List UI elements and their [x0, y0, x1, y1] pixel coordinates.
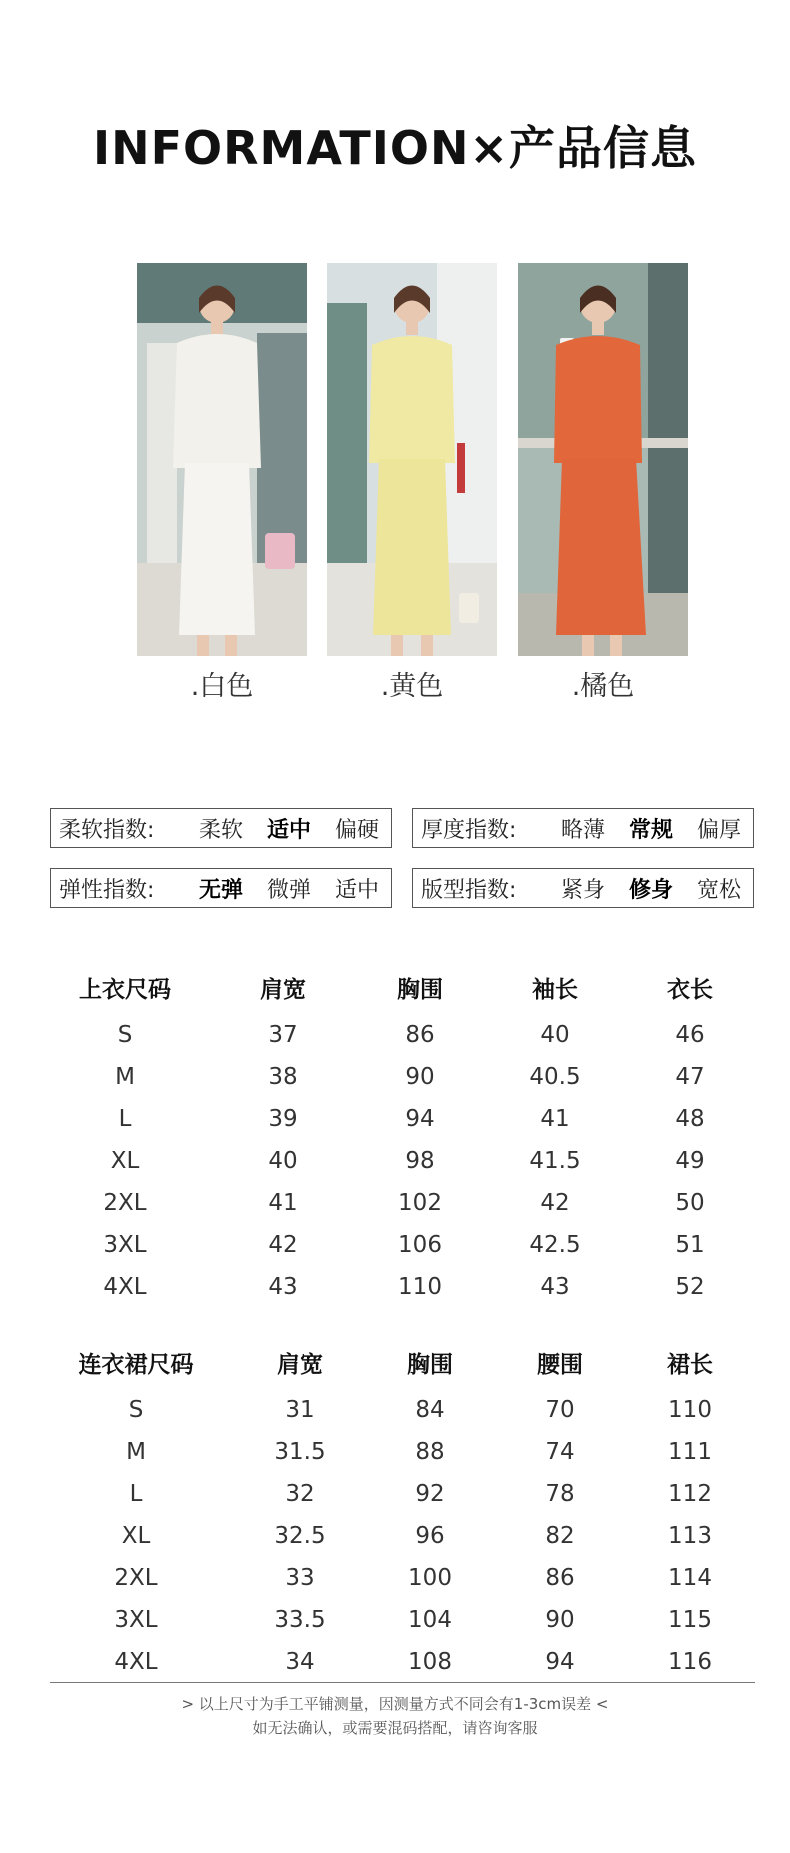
table-row: [0, 1267, 790, 1307]
table-row: [0, 1225, 790, 1265]
index-option: 偏硬: [334, 817, 379, 843]
table-cell: 32.5: [274, 1523, 326, 1549]
table-cell: 52: [675, 1274, 705, 1300]
table-row: [0, 1516, 790, 1556]
divider: [50, 1682, 755, 1683]
table-header-cell: 胸围: [397, 977, 443, 1003]
table-cell: S: [128, 1397, 144, 1423]
table-row: [0, 1390, 790, 1430]
index-option: 略薄: [560, 817, 605, 843]
table-header-cell: 肩宽: [277, 1352, 323, 1378]
table-header-row: [0, 970, 790, 1010]
table-cell: 38: [268, 1064, 298, 1090]
product-photo-orange: [518, 263, 688, 656]
table-cell: 33.5: [274, 1607, 326, 1633]
table-row: [0, 1057, 790, 1097]
model-orange-illustration: [518, 263, 688, 656]
index-option: 微弹: [266, 877, 311, 903]
table-row: [0, 1474, 790, 1514]
table-cell: 88: [415, 1439, 445, 1465]
table-cell: 33: [285, 1565, 315, 1591]
table-header-cell: 袖长: [532, 977, 578, 1003]
table-cell: 96: [415, 1523, 445, 1549]
table-cell: 43: [540, 1274, 570, 1300]
table-cell: 42: [540, 1190, 570, 1216]
table-cell: 100: [408, 1565, 452, 1591]
page-title: INFORMATION×产品信息: [92, 121, 697, 175]
index-option: 偏厚: [696, 817, 741, 843]
index-option-selected: 常规: [628, 817, 673, 843]
table-row: [0, 1642, 790, 1682]
index-label: 柔软指数:: [59, 817, 155, 843]
table-cell: 42.5: [529, 1232, 581, 1258]
table-cell: 32: [285, 1481, 315, 1507]
table-cell: 40: [540, 1022, 570, 1048]
table-header-cell: 肩宽: [260, 977, 306, 1003]
table-cell: 41: [268, 1190, 298, 1216]
table-header-cell: 连衣裙尺码: [78, 1352, 194, 1378]
table-cell: 70: [545, 1397, 575, 1423]
table-cell: 42: [268, 1232, 298, 1258]
colorway-caption-orange: .橘色: [571, 671, 635, 702]
table-cell: 51: [675, 1232, 705, 1258]
table-cell: 106: [398, 1232, 442, 1258]
table-cell: 92: [415, 1481, 445, 1507]
table-cell: M: [115, 1064, 135, 1090]
table-cell: 94: [405, 1106, 435, 1132]
product-photo-white: [137, 263, 307, 656]
table-cell: 41: [540, 1106, 570, 1132]
index-option: 宽松: [696, 877, 741, 903]
table-cell: 47: [675, 1064, 705, 1090]
index-option: 适中: [334, 877, 379, 903]
table-row: [0, 1600, 790, 1640]
table-row: [0, 1099, 790, 1139]
index-option: 紧身: [560, 877, 605, 903]
table-row: [0, 1558, 790, 1598]
table-row: [0, 1432, 790, 1472]
table-cell: S: [117, 1022, 133, 1048]
table-cell: 90: [545, 1607, 575, 1633]
table-header-cell: 腰围: [537, 1352, 583, 1378]
table-cell: 94: [545, 1649, 575, 1675]
table-cell: 111: [668, 1439, 712, 1465]
table-cell: L: [129, 1481, 143, 1507]
table-cell: 40.5: [529, 1064, 581, 1090]
index-label: 版型指数:: [421, 877, 517, 903]
table-row: [0, 1183, 790, 1223]
table-cell: 4XL: [103, 1274, 147, 1300]
footnote-measurement: > 以上尺寸为手工平铺测量，因测量方式不同会有1-3cm误差 <: [181, 1695, 609, 1713]
table-cell: 116: [668, 1649, 712, 1675]
table-cell: 98: [405, 1148, 435, 1174]
table-cell: 31: [285, 1397, 315, 1423]
table-cell: 102: [398, 1190, 442, 1216]
table-cell: 34: [285, 1649, 315, 1675]
table-cell: 112: [668, 1481, 712, 1507]
index-option-selected: 适中: [266, 817, 311, 843]
table-cell: 43: [268, 1274, 298, 1300]
table-cell: XL: [121, 1523, 151, 1549]
table-row: [0, 1015, 790, 1055]
colorway-caption-white: .白色: [190, 671, 254, 702]
table-cell: 46: [675, 1022, 705, 1048]
thickness-index: [412, 808, 754, 848]
index-option: 柔软: [198, 817, 243, 843]
colorway-caption-yellow: .黄色: [380, 671, 444, 702]
table-cell: M: [126, 1439, 146, 1465]
table-cell: 2XL: [114, 1565, 158, 1591]
table-header-cell: 衣长: [667, 977, 713, 1003]
table-header-cell: 上衣尺码: [79, 977, 171, 1003]
table-cell: 41.5: [529, 1148, 581, 1174]
footnote-contact: 如无法确认，或需要混码搭配，请咨询客服: [252, 1719, 538, 1737]
index-option-selected: 修身: [628, 877, 673, 903]
table-cell: 104: [408, 1607, 452, 1633]
table-cell: 114: [668, 1565, 712, 1591]
table-cell: 74: [545, 1439, 575, 1465]
table-cell: 90: [405, 1064, 435, 1090]
table-cell: 110: [668, 1397, 712, 1423]
table-header-row: [0, 1345, 790, 1385]
product-photo-yellow: [327, 263, 497, 656]
table-header-cell: 胸围: [407, 1352, 453, 1378]
table-cell: 39: [268, 1106, 298, 1132]
table-cell: 4XL: [114, 1649, 158, 1675]
table-cell: 113: [668, 1523, 712, 1549]
table-cell: 86: [405, 1022, 435, 1048]
table-cell: 50: [675, 1190, 705, 1216]
table-cell: 108: [408, 1649, 452, 1675]
index-label: 厚度指数:: [421, 817, 517, 843]
table-cell: 84: [415, 1397, 445, 1423]
index-option-selected: 无弹: [198, 877, 243, 903]
table-cell: 78: [545, 1481, 575, 1507]
table-cell: 48: [675, 1106, 705, 1132]
table-row: [0, 1141, 790, 1181]
table-cell: 3XL: [114, 1607, 158, 1633]
fit-index: [412, 868, 754, 908]
table-cell: 37: [268, 1022, 298, 1048]
model-white-illustration: [137, 263, 307, 656]
table-cell: 49: [675, 1148, 705, 1174]
table-cell: 31.5: [274, 1439, 326, 1465]
elasticity-index: [50, 868, 392, 908]
index-label: 弹性指数:: [59, 877, 155, 903]
table-cell: 2XL: [103, 1190, 147, 1216]
table-cell: 115: [668, 1607, 712, 1633]
table-cell: 40: [268, 1148, 298, 1174]
softness-index: [50, 808, 392, 848]
table-cell: 3XL: [103, 1232, 147, 1258]
model-yellow-illustration: [327, 263, 497, 656]
table-header-cell: 裙长: [667, 1352, 713, 1378]
table-cell: 82: [545, 1523, 575, 1549]
table-cell: XL: [110, 1148, 140, 1174]
table-cell: L: [118, 1106, 132, 1132]
table-cell: 86: [545, 1565, 575, 1591]
table-cell: 110: [398, 1274, 442, 1300]
